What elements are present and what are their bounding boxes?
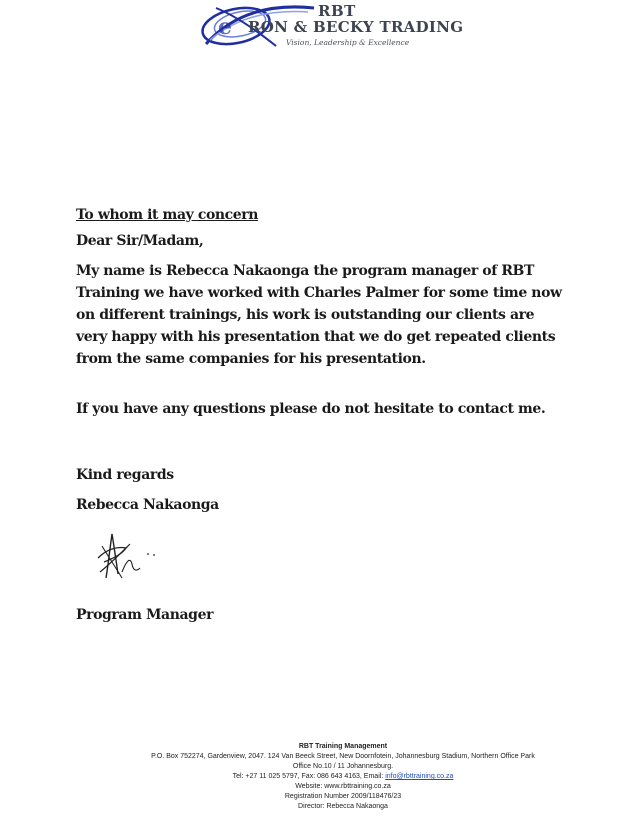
logo-rbt-text: RBT bbox=[318, 2, 356, 20]
footer-website: Website: www.rbttraining.co.za bbox=[295, 783, 391, 790]
signer-title: Program Manager bbox=[76, 607, 214, 623]
questions-line: If you have any questions please do not hesitate to contact me. bbox=[76, 401, 546, 417]
footer-registration: Registration Number 2009/118476/23 bbox=[284, 793, 402, 800]
company-logo bbox=[196, 0, 464, 56]
footer-email-link[interactable]: info@rbttraining.co.za bbox=[385, 773, 454, 780]
footer-contact-text: Tel: +27 11 025 5797, Fax: 086 643 4163, Email: bbox=[232, 773, 386, 780]
greeting: Dear Sir/Madam, bbox=[76, 233, 204, 249]
svg-text:e: e bbox=[218, 14, 232, 40]
footer-title: RBT Training Management bbox=[298, 743, 388, 750]
signer-name: Rebecca Nakaonga bbox=[76, 497, 219, 513]
closing: Kind regards bbox=[76, 467, 174, 483]
footer-address-line2: Office No.10 / 11 Johannesburg. bbox=[292, 763, 394, 770]
signature-icon bbox=[92, 528, 172, 582]
logo-company-name: RON & BECKY TRADING bbox=[248, 18, 464, 36]
footer-director: Director: Rebecca Nakaonga bbox=[298, 803, 388, 810]
letter-body: My name is Rebecca Nakaonga the program manager of RBT Training we have worked with Charles Palmer for some time now on different trainings, his work is outstanding our clients are very happy with his presentation that we do get repeated clients from the same companies for his presentation. bbox=[76, 263, 562, 367]
logo-tagline: Vision, Leadership & Excellence bbox=[286, 38, 410, 47]
footer-contact bbox=[110, 772, 576, 782]
salutation: To whom it may concern bbox=[76, 207, 259, 223]
footer-address-line1: P.O. Box 752274, Gardenview, 2047. 124 Van Beeck Street, New Doornfotein, Johannesburg Stadium, Northern Office Park bbox=[151, 753, 535, 760]
letter-footer bbox=[110, 742, 576, 812]
